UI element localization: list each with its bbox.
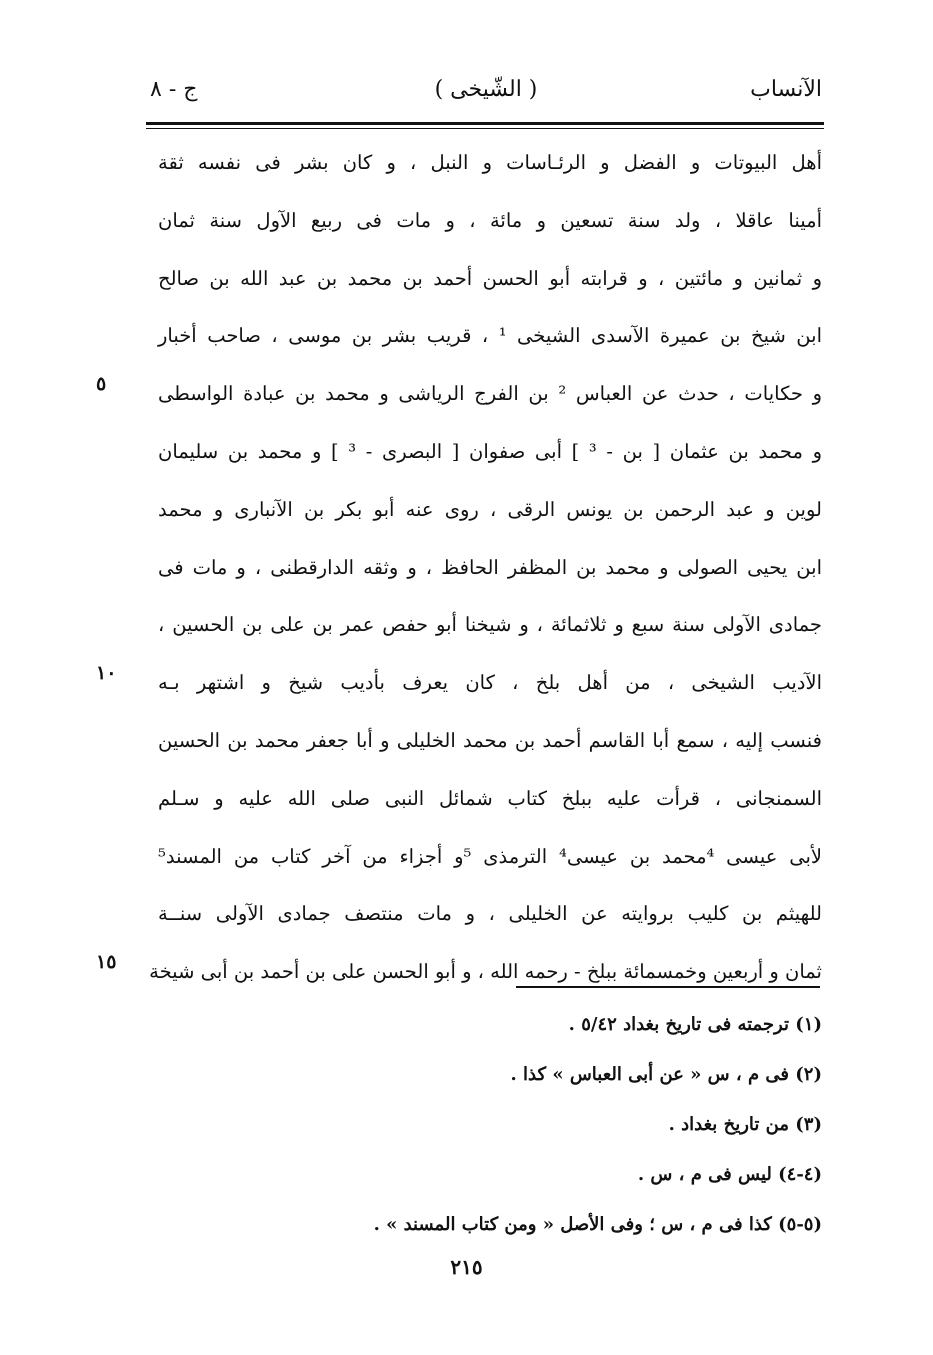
main-text <box>149 134 822 1001</box>
text-line-13: لأبى عيسى ⁴محمد بن عيسى⁴ الترمذى ⁵و أجزاء من آخر كتاب من المسند⁵ <box>158 844 822 868</box>
text-line-11: فنسب إليه ، سمع أبا القاسم أحمد بن محمد الخليلى و أبا جعفر محمد بن الحسين <box>158 728 822 752</box>
footnote-3: (٣) من تاريخ بغداد . <box>668 1114 822 1135</box>
text-line-1: أهل البيوتات و الفضل و الرئـاسات و النبل ، و كان بشر فى نفسه ثقة <box>158 151 822 174</box>
footnote-5: (٥-٥) كذا فى م ، س ؛ وفى الأصل « ومن كتاب المسند » . <box>373 1214 822 1235</box>
text-line-2: أمينا عاقلا ، ولد سنة تسعين و مائة ، و مات فى ربيع الآول سنة ثمان <box>158 208 822 232</box>
text-line-6: و محمد بن عثمان [ بن - ³ ] أبى صفوان [ البصرى - ³ ] و محمد بن سليمان <box>158 439 822 463</box>
text-line-14: للهيثم بن كليب بروايته عن الخليلى ، و مات منتصف جمادى الآولى سنــة <box>158 902 822 926</box>
line-number-5: ٥ <box>96 373 107 395</box>
header-entry-title: ( الشّيخى ) <box>434 77 538 102</box>
text-line-5: و حكايات ، حدث عن العباس ² بن الفرج الرياشى و محمد بن عبادة الواسطى <box>158 382 822 406</box>
footnote-1: (١) ترجمته فى تاريخ بغداد ٥/٤٢ . <box>568 1014 822 1035</box>
page-number: ٢١٥ <box>450 1255 483 1279</box>
footnote-4: (٤-٤) ليس فى م ، س . <box>637 1164 822 1185</box>
footnotes <box>200 1000 822 1250</box>
text-line-12: السمنجانى ، قرأت عليه ببلخ كتاب شمائل النبى صلى الله عليه و سـلم <box>158 786 822 810</box>
footnote-rule <box>516 986 820 988</box>
header-rule-thin <box>146 128 824 129</box>
text-line-10: الآديب الشيخى ، من أهل بلخ ، كان يعرف بأديب شيخ و اشتهر بـه <box>158 671 822 695</box>
line-number-15: ١٥ <box>96 951 117 973</box>
footnote-2: (٢) فى م ، س « عن أبى العباس » كذا . <box>510 1064 822 1085</box>
line-number-10: ١٠ <box>96 662 117 684</box>
header-rule-thick <box>146 122 824 125</box>
text-line-4: ابن شيخ بن عميرة الآسدى الشيخى ¹ ، قريب بشر بن موسى ، صاحب أخبار <box>158 324 822 348</box>
text-line-7: لوين و عبد الرحمن بن يونس الرقى ، روى عنه أبو بكر بن الآنبارى و محمد <box>158 497 822 521</box>
text-line-8: ابن يحيى الصولى و محمد بن المظفر الحافظ ، و وثقه الدارقطنى ، و مات فى <box>158 555 822 579</box>
text-line-3: و ثمانين و مائتين ، و قرابته أبو الحسن أحمد بن محمد بن عبد الله بن صالح <box>158 266 822 290</box>
text-line-15: ثمان و أربعين وخمسمائة ببلخ - رحمه الله ، و أبو الحسن على بن أحمد بن أبى شيخة <box>149 960 822 984</box>
running-header <box>150 68 822 112</box>
header-book-title: الآنساب <box>750 77 822 102</box>
header-volume: ج - ٨ <box>150 77 198 102</box>
text-line-9: جمادى الآولى سنة سبع و ثلاثمائة ، و شيخنا أبو حفص عمر بن على بن الحسين ، <box>158 613 822 637</box>
